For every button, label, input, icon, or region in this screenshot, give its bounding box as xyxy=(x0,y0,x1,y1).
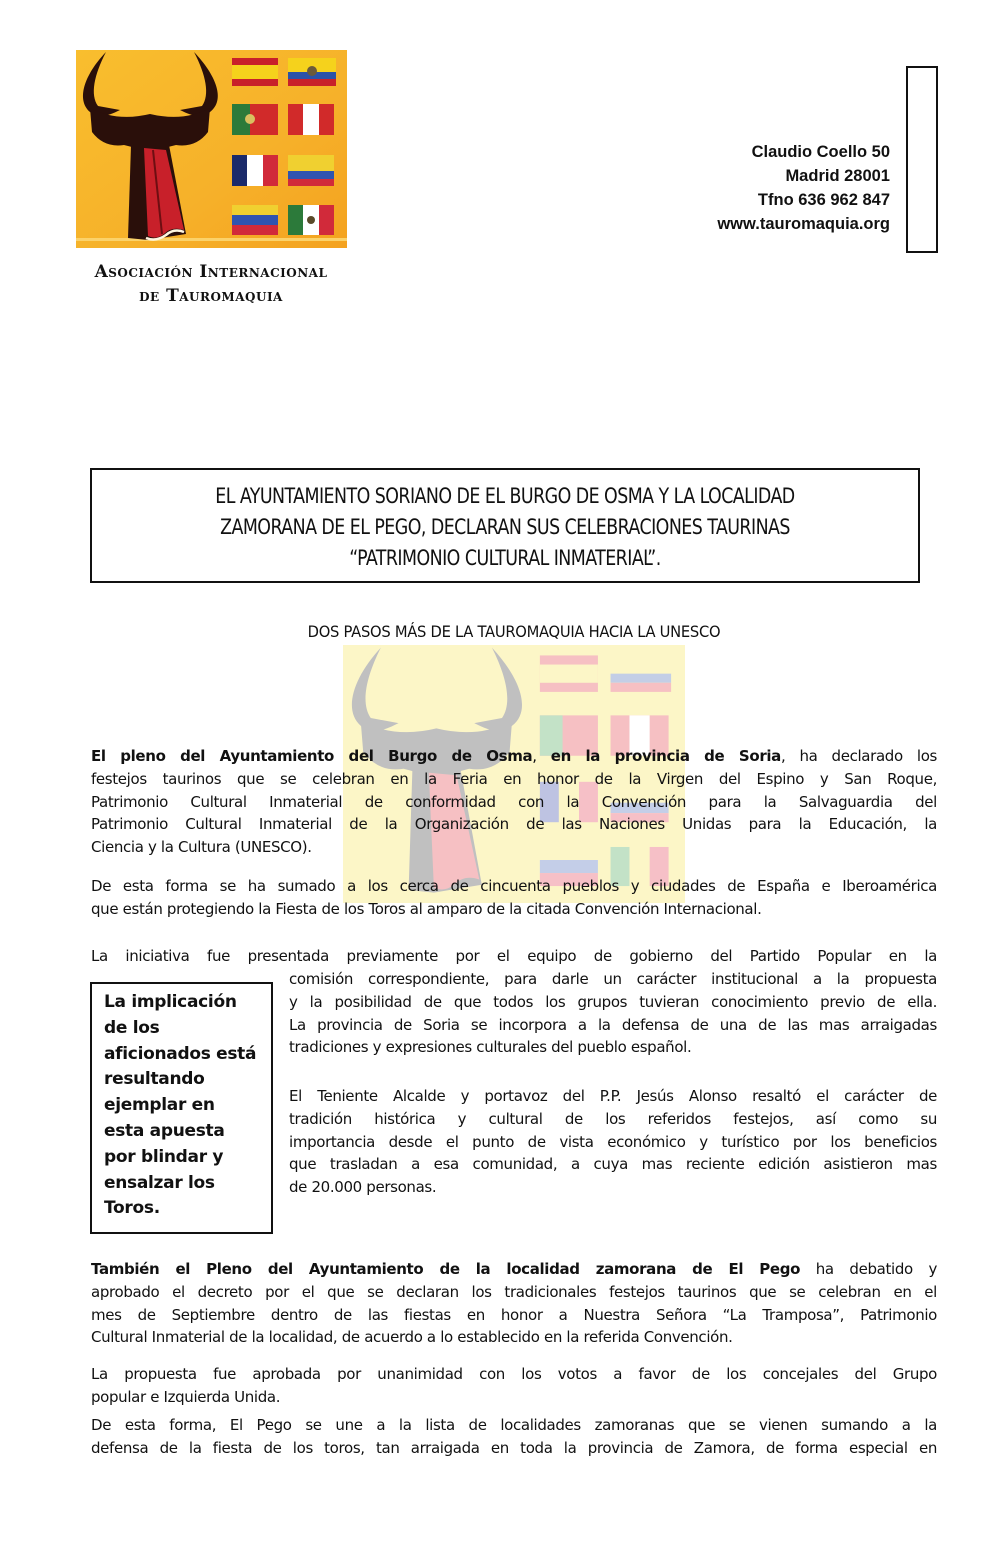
headline-line3: “PATRIMONIO CULTURAL INMATERIAL”. xyxy=(349,546,661,571)
p1-line1 xyxy=(91,745,937,768)
address-website[interactable]: www.tauromaquia.org xyxy=(717,215,890,233)
flag-colombia-icon xyxy=(288,155,334,186)
p5-bold: También el Pleno del Ayuntamiento de la localidad zamorana de El Pego xyxy=(91,1260,801,1278)
paragraph-el-pego xyxy=(91,1258,937,1349)
p6-line1: La propuesta fue aprobada por unanimidad con los votos a favor de los concejales del Grupo xyxy=(91,1365,937,1383)
headline-box xyxy=(90,468,920,583)
p5-rest: ha debatido y xyxy=(800,1260,937,1278)
p1-line4: Patrimonio Cultural Inmaterial de la Organización de las Naciones Unidas para la Educación, la xyxy=(91,815,937,834)
flag-france-icon xyxy=(232,155,278,186)
p4-line3: importancia desde el punto de vista económico y turístico por los beneficios xyxy=(289,1132,937,1151)
organization-name xyxy=(60,260,362,308)
flag-venezuela-icon xyxy=(232,205,278,235)
p2-line2: que están protegiendo la Fiesta de los Toros al amparo de la citada Convención Internacional. xyxy=(91,899,762,918)
association-logo xyxy=(76,50,347,248)
p4-line5: de 20.000 personas. xyxy=(289,1178,437,1197)
p3-line1: La iniciativa fue presentada previamente por el equipo de gobierno del Partido Popular en la xyxy=(91,947,937,965)
p4-line4: que trasladan a esa comunidad, a cuya mas reciente edición asistieron mas xyxy=(289,1155,937,1174)
pull-quote-line: de los xyxy=(104,1017,160,1038)
subheadline: DOS PASOS MÁS DE LA TAUROMAQUIA HACIA LA UNESCO xyxy=(307,622,721,641)
paragraph-cincuenta-pueblos xyxy=(91,875,937,921)
p3-line5: tradiciones y expresiones culturales del pueblo español. xyxy=(289,1038,692,1057)
paragraph-iniciativa-line1 xyxy=(91,945,937,968)
address-street: Claudio Coello 50 xyxy=(751,143,890,161)
address-city: Madrid 28001 xyxy=(785,167,890,185)
pull-quote-line: La implicación xyxy=(104,992,237,1012)
address-phone: Tfno 636 962 847 xyxy=(757,191,890,209)
paragraph-teniente-alcalde xyxy=(289,1085,937,1199)
paragraph-unanimidad xyxy=(91,1363,937,1409)
flag-peru-icon xyxy=(288,104,334,135)
p5-line2: aprobado el decreto por el que se declaran los tradicionales festejos taurinos que se celebran en el xyxy=(91,1282,937,1301)
p4-line1: El Teniente Alcalde y portavoz del P.P. Jesús Alonso resaltó el carácter de xyxy=(289,1087,937,1105)
flag-ecuador-icon xyxy=(288,58,336,86)
paragraph-iniciativa xyxy=(289,968,937,1059)
p3-line2: comisión correspondiente, para darle un carácter institucional a la propuesta xyxy=(289,970,937,988)
p1-line2: festejos taurinos que se celebran en la Feria en honor de la Virgen del Espino y San Roque, xyxy=(91,769,937,788)
p7-line1: De esta forma, El Pego se une a la lista de localidades zamoranas que se vienen sumando a la xyxy=(91,1416,937,1434)
accent-bar xyxy=(906,66,938,253)
p1-sep: , xyxy=(532,747,551,765)
p3-line4: La provincia de Soria se incorpora a la defensa de una de las mas arraigadas xyxy=(289,1015,937,1034)
paragraph-localidades-zamoranas xyxy=(91,1414,937,1460)
pull-quote-box xyxy=(90,982,273,1234)
paragraph-burgo-de-osma xyxy=(91,745,937,859)
p5-line1 xyxy=(91,1258,937,1281)
flag-mexico-icon xyxy=(288,205,334,235)
headline-line2: ZAMORANA DE EL PEGO, DECLARAN SUS CELEBRACIONES TAURINAS xyxy=(220,515,790,540)
pull-quote-line: resultando xyxy=(104,1069,205,1090)
p6-line2: popular e Izquierda Unida. xyxy=(91,1387,281,1406)
p3-line3: y la posibilidad de que todos los grupos tuvieran conocimiento previo de ella. xyxy=(289,992,937,1011)
p1-line3: Patrimonio Cultural Inmaterial de conformidad con la Convención para la Salvaguardia del xyxy=(91,792,937,811)
p7-line2: defensa de la fiesta de los toros, tan arraigada en toda la provincia de Zamora, de forma especial en xyxy=(91,1438,937,1457)
org-name-line1: Asociación Internacional xyxy=(94,262,328,282)
p1-line5: Ciencia y la Cultura (UNESCO). xyxy=(91,838,312,857)
pull-quote-line: Toros. xyxy=(104,1198,160,1219)
headline-line1: EL AYUNTAMIENTO SORIANO DE EL BURGO DE OSMA Y LA LOCALIDAD xyxy=(215,484,795,509)
pull-quote-line: ejemplar en xyxy=(104,1095,215,1116)
p1-bold-provincia: en la provincia de Soria xyxy=(550,747,781,765)
pull-quote-line: esta apuesta xyxy=(104,1120,225,1141)
p1-bold-ayuntamiento: El pleno del Ayuntamiento del Burgo de Osma xyxy=(91,747,533,765)
p5-line3: mes de Septiembre dentro de las fiestas en honor a Nuestra Señora “La Tramposa”, Patrimonio xyxy=(91,1305,937,1324)
pull-quote-line: ensalzar los xyxy=(104,1172,215,1193)
p1-rest: , ha declarado los xyxy=(780,747,938,765)
contact-address xyxy=(717,140,890,236)
flag-spain-icon xyxy=(232,58,278,86)
p4-line2: tradición histórica y cultural de los referidos festejos, así como su xyxy=(289,1109,937,1128)
p2-line1: De esta forma se ha sumado a los cerca de cincuenta pueblos y ciudades de España e Iberoamérica xyxy=(91,877,937,895)
flag-portugal-icon xyxy=(232,104,278,135)
org-name-line2: de Tauromaquia xyxy=(139,286,283,306)
p5-line4: Cultural Inmaterial de la localidad, de acuerdo a lo establecido en la referida Convención. xyxy=(91,1328,733,1347)
pull-quote-line: aficionados está xyxy=(104,1043,257,1064)
pull-quote-line: por blindar y xyxy=(104,1146,224,1167)
